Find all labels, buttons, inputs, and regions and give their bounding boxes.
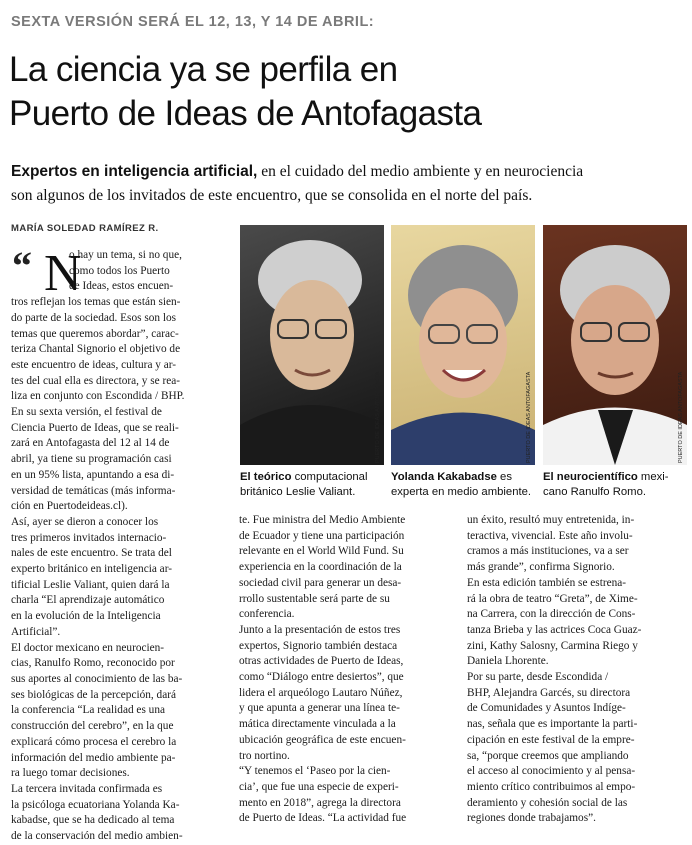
photo-credit: PUERTO DE IDEAS ANTOFAGASTA bbox=[526, 371, 532, 463]
article-line: te. Fue ministra del Medio Ambiente bbox=[239, 514, 406, 526]
article-line: BHP, Alejandra Garcés, su directora bbox=[467, 686, 631, 699]
article-line: el acceso al conocimiento y al pensa- bbox=[467, 765, 636, 778]
deck-line: son algunos de los invitados de este encuentro, que se consolida en el norte del país. bbox=[11, 187, 533, 204]
article-line: ra luego tomar decisiones. bbox=[11, 767, 130, 780]
caption-text: es bbox=[496, 471, 512, 483]
article-line: de la conservación del medio ambien- bbox=[11, 830, 183, 843]
article-line: de Ecuador y tiene una participación bbox=[239, 529, 405, 542]
portrait-illustration bbox=[391, 225, 535, 465]
caption-text: computacional bbox=[291, 471, 368, 483]
caption-ranulfo-romo bbox=[543, 470, 669, 500]
photo-credit: PUERTO DE IDEAS ANTOFAGASTA bbox=[678, 371, 684, 463]
article-line: en un 95% lista, apuntando a esa di- bbox=[11, 468, 175, 481]
article-line: experiencia en la coordinación de la bbox=[239, 561, 402, 574]
caption-line: cano Ranulfo Romo. bbox=[543, 486, 646, 498]
article-line: “Y tenemos el ‘Paseo por la cien- bbox=[239, 765, 391, 778]
article-line: de Ideas, estos encuen- bbox=[69, 280, 174, 293]
article-line: ción en Puertodeideas.cl). bbox=[11, 500, 128, 513]
article-line: kabadse, que se ha dedicado al tema bbox=[11, 814, 175, 827]
deck-line bbox=[11, 160, 683, 184]
article-line: En esta edición también se estrena- bbox=[467, 576, 627, 589]
article-line: temas que queremos abordar”, carac- bbox=[11, 327, 179, 340]
article-line: En su sexta versión, el festival de bbox=[11, 406, 162, 419]
article-line: Daniela Lhorente. bbox=[467, 655, 549, 668]
article-line: mento en 2018”, agrega la directora bbox=[239, 796, 401, 809]
kicker: SEXTA VERSIÓN SERÁ EL 12, 13, Y 14 DE ABRIL: bbox=[11, 14, 375, 30]
article-column-2 bbox=[239, 513, 454, 827]
caption-leslie-valiant bbox=[240, 470, 367, 500]
article-line: tres primeros invitados internacio- bbox=[11, 531, 167, 544]
photo-leslie-valiant bbox=[240, 225, 384, 465]
photo-yolanda-kakabadse bbox=[391, 225, 535, 465]
article-line: o hay un tema, si no que, bbox=[69, 249, 182, 261]
article-line: miento crítico contribuimos al empo- bbox=[467, 780, 636, 793]
photo-ranulfo-romo bbox=[543, 225, 687, 465]
caption-text: mexi- bbox=[637, 471, 669, 483]
caption-yolanda-kakabadse bbox=[391, 470, 531, 500]
article-line: como “Diálogo entre desiertos”, que bbox=[239, 671, 404, 684]
caption-line: experta en medio ambiente. bbox=[391, 486, 532, 498]
deck-text: en el cuidado del medio ambiente y en neurociencia bbox=[257, 163, 584, 180]
article-line: na Carrera, con la dirección de Cons- bbox=[467, 608, 636, 621]
article-line: rrollo sustentable será parte de su bbox=[239, 592, 390, 605]
caption-line: británico Leslie Valiant. bbox=[240, 486, 356, 498]
caption-line bbox=[391, 470, 531, 485]
article-line: deramiento y cohesión social de las bbox=[467, 796, 628, 809]
dropcap: N bbox=[44, 245, 82, 302]
deck bbox=[11, 160, 683, 208]
article-line: tes del cual ella es directora, y se rea- bbox=[11, 374, 181, 387]
caption-bold: El neurocientífico bbox=[543, 471, 638, 483]
article-line: Así, ayer se dieron a conocer los bbox=[11, 515, 159, 528]
portrait-illustration bbox=[543, 225, 687, 465]
headline-line: Puerto de Ideas de Antofagasta bbox=[9, 94, 482, 133]
article-column-3 bbox=[467, 513, 681, 827]
article-line: este encuentro de ideas, cultura y ar- bbox=[11, 358, 177, 371]
article-line: charla “El aprendizaje automático bbox=[11, 594, 165, 607]
article-line: de Comunidades y Asuntos Indíge- bbox=[467, 702, 626, 715]
article-line: experto británico en inteligencia ar- bbox=[11, 563, 172, 576]
article-line: sa, “porque creemos que ampliando bbox=[467, 749, 629, 762]
article-line: nales de este encuentro. Se trata del bbox=[11, 547, 172, 560]
caption-bold: El teórico bbox=[240, 471, 292, 483]
article-line: do parte de la sociedad. Esos son los bbox=[11, 311, 177, 324]
quote-mark: “ bbox=[12, 243, 32, 288]
article-line: cramos a más instituciones, va a ser bbox=[467, 545, 629, 558]
article-line: ses biológicas de la percepción, dará bbox=[11, 688, 176, 701]
article-line: teractiva, vivencial. Este año involu- bbox=[467, 529, 633, 542]
article-line: relevante en el World Wild Fund. Su bbox=[239, 545, 404, 558]
article-line: mática directamente vinculada a la bbox=[239, 718, 396, 731]
article-line: liza en conjunto con Escondida / BHP. bbox=[11, 390, 185, 403]
article-line: más grande”, confirma Signorio. bbox=[467, 561, 615, 574]
caption-bold: Yolanda Kakabadse bbox=[391, 471, 497, 483]
article-line: El doctor mexicano en neurocien- bbox=[11, 641, 165, 654]
article-line: Ciencia Puerto de Ideas, que se reali- bbox=[11, 421, 179, 434]
article-line: cias, Ranulfo Romo, reconocido por bbox=[11, 657, 175, 670]
article-line: Junto a la presentación de estos tres bbox=[239, 623, 401, 636]
article-line: y que apunta a generar una línea te- bbox=[239, 702, 400, 715]
article-line: tro nortino. bbox=[239, 749, 290, 762]
caption-line bbox=[240, 470, 367, 485]
article-line: tanza Brieba y las actrices Coca Guaz- bbox=[467, 623, 642, 636]
article-line: la psicóloga ecuatoriana Yolanda Ka- bbox=[11, 798, 180, 811]
photo-credit: PUERTO DE IDEAS ANTOFAGASTA bbox=[375, 371, 381, 463]
article-line: en la evolución de la Inteligencia bbox=[11, 610, 161, 623]
article-line: abril, ya tiene su programación casi bbox=[11, 453, 172, 466]
article-line: regiones donde trabajamos”. bbox=[467, 812, 596, 825]
article-line: como todos los Puerto bbox=[69, 264, 170, 277]
article-line: la conferencia “La realidad es una bbox=[11, 704, 165, 717]
article-line: tificial Leslie Valiant, quien dará la bbox=[11, 578, 170, 591]
article-line: construcción del cerebro”, en la que bbox=[11, 720, 174, 733]
article-line: Por su parte, desde Escondida / bbox=[467, 671, 609, 684]
headline bbox=[9, 48, 689, 136]
article-line: otras actividades de Puerto de Ideas, bbox=[239, 655, 404, 668]
deck-bold: Expertos en inteligencia artificial, bbox=[11, 163, 258, 180]
article-line: versidad de temáticas (más informa- bbox=[11, 484, 176, 497]
article-line: conferencia. bbox=[239, 608, 295, 621]
article-line: nas, señala que es importante la parti- bbox=[467, 718, 638, 731]
article-line: información del medio ambiente pa- bbox=[11, 751, 176, 764]
article-line: cipación en este festival de la empre- bbox=[467, 733, 635, 746]
article-line: explicará cómo procesa el cerebro la bbox=[11, 735, 177, 748]
portrait-illustration bbox=[240, 225, 384, 465]
article-line: La tercera invitada confirmada es bbox=[11, 782, 163, 795]
article-line: un éxito, resultó muy entretenida, in- bbox=[467, 514, 635, 526]
article-line: teriza Chantal Signorio el objetivo de bbox=[11, 343, 181, 356]
article-line: Artificial”. bbox=[11, 625, 61, 638]
byline: MARÍA SOLEDAD RAMÍREZ R. bbox=[11, 223, 159, 234]
article-line: sus aportes al conocimiento de las ba- bbox=[11, 672, 183, 685]
article-line: rá la obra de teatro “Greta”, de Xime- bbox=[467, 592, 638, 605]
article-line: lidera el arqueólogo Lautaro Núñez, bbox=[239, 686, 403, 699]
article-line: de Puerto de Ideas. “La actividad fue bbox=[239, 812, 407, 825]
headline-line: La ciencia ya se perfila en bbox=[9, 50, 398, 89]
article-line: tros reflejan los temas que están sien- bbox=[11, 296, 181, 309]
caption-line bbox=[543, 470, 669, 485]
article-line: expertos, Signorio también destaca bbox=[239, 639, 398, 652]
article-line: zará en Antofagasta del 12 al 14 de bbox=[11, 437, 170, 450]
article-line: cia’, que fue una especie de experi- bbox=[239, 780, 399, 793]
article-column-1 bbox=[11, 243, 225, 845]
article-line: ubicación geográfica de este encuen- bbox=[239, 733, 406, 746]
article-line: sociedad civil para generar un desa- bbox=[239, 576, 402, 589]
article-line: zini, Kathy Salosny, Carmina Riego y bbox=[467, 639, 638, 652]
